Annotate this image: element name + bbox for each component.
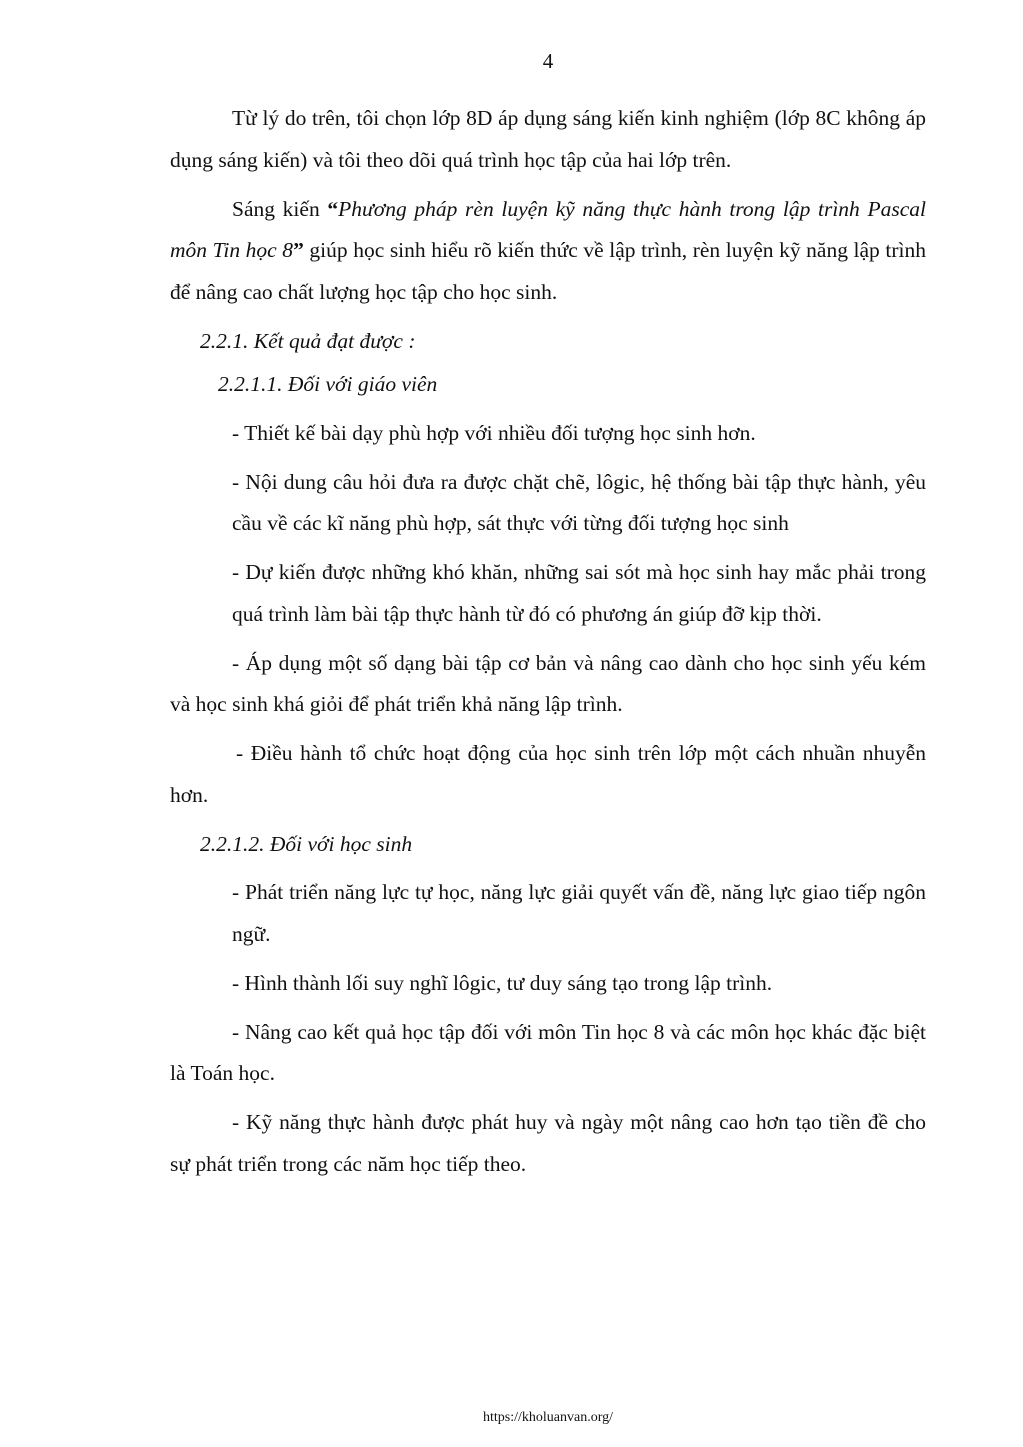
student-item-2: - Hình thành lối suy nghĩ lôgic, tư duy sáng tạo trong lập trình. <box>232 970 773 995</box>
close-quote: ” <box>293 238 304 262</box>
paragraph-reason: Từ lý do trên, tôi chọn lớp 8D áp dụng sáng kiến kinh nghiệm (lớp 8C không áp dụng sáng kiến) và tôi theo dõi quá trình học tập của hai lớp trên. <box>170 106 926 172</box>
paragraph-initiative <box>170 189 926 314</box>
heading-student: 2.2.1.2. Đối với học sinh <box>200 831 413 856</box>
student-item-1: - Phát triển năng lực tự học, năng lực giải quyết vấn đề, năng lực giao tiếp ngôn ngữ. <box>232 880 926 946</box>
teacher-item-2: - Nội dung câu hỏi đưa ra được chặt chẽ, lôgic, hệ thống bài tập thực hành, yêu cầu về các kĩ năng phù hợp, sát thực với từng đối tượng học sinh <box>232 469 926 535</box>
heading-results: 2.2.1. Kết quả đạt được : <box>200 328 416 353</box>
page-number: 4 <box>542 49 554 73</box>
initiative-lead: Sáng kiến <box>232 196 328 221</box>
student-item-3: - Nâng cao kết quả học tập đối với môn Tin học 8 và các môn học khác đặc biệt là Toán học. <box>170 1019 926 1085</box>
student-item-4: - Kỹ năng thực hành được phát huy và ngày một nâng cao hơn tạo tiền đề cho sự phát triển trong các năm học tiếp theo. <box>170 1110 926 1176</box>
initiative-rest: giúp học sinh hiểu rõ kiến thức về lập trình, rèn luyện kỹ năng lập trình để nâng cao chất lượng học tập cho học sinh. <box>170 238 926 304</box>
teacher-item-3: - Dự kiến được những khó khăn, những sai sót mà học sinh hay mắc phải trong quá trình làm bài tập thực hành từ đó có phương án giúp đỡ kịp thời. <box>232 560 926 626</box>
teacher-item-5: - Điều hành tổ chức hoạt động của học sinh trên lớp một cách nhuần nhuyễn hơn. <box>170 741 926 807</box>
footer-url: https://kholuanvan.org/ <box>482 1410 613 1425</box>
heading-teacher: 2.2.1.1. Đối với giáo viên <box>218 372 438 396</box>
open-quote: “ <box>327 196 339 221</box>
initiative-title: Phương pháp rèn luyện kỹ năng thực hành trong lập trình Pascal môn Tin học 8 <box>170 196 926 262</box>
teacher-item-1: - Thiết kế bài dạy phù hợp với nhiều đối tượng học sinh hơn. <box>232 420 756 445</box>
document-body <box>170 98 926 1193</box>
teacher-item-4: - Áp dụng một số dạng bài tập cơ bản và nâng cao dành cho học sinh yếu kém và học sinh khá giỏi để phát triển khả năng lập trình. <box>170 650 926 716</box>
